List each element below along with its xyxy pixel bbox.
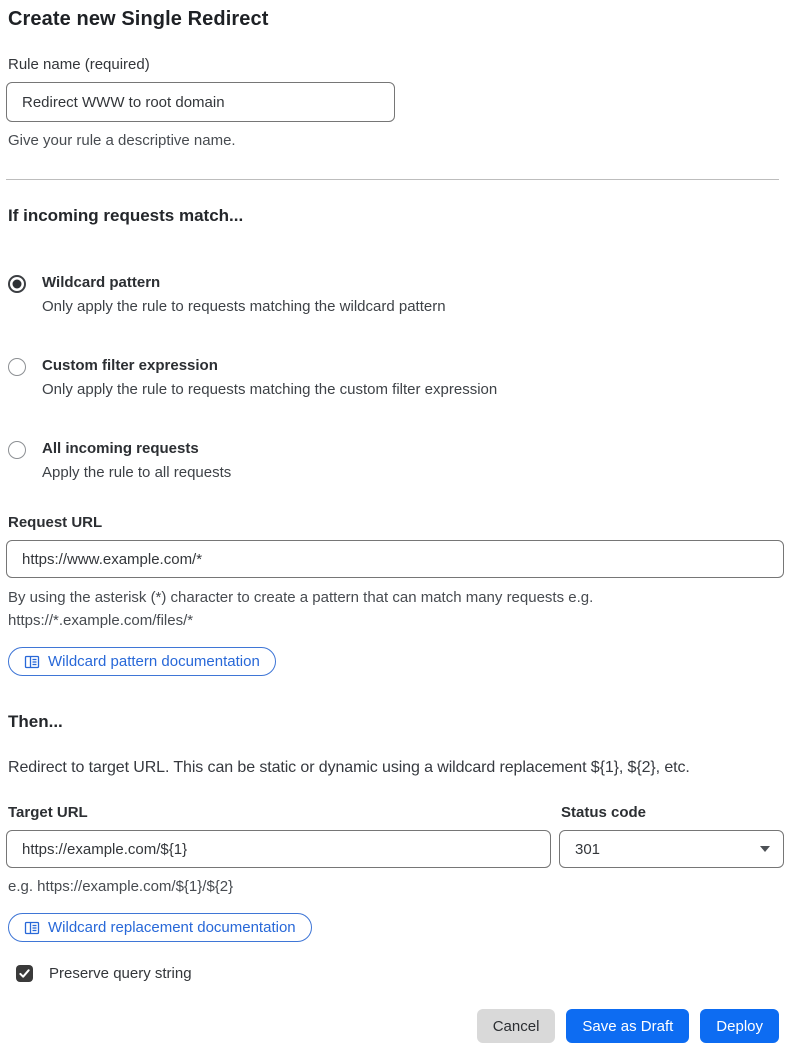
save-as-draft-button[interactable]: Save as Draft (566, 1009, 689, 1043)
radio-option-custom-filter[interactable] (8, 356, 784, 400)
radio-option-label: Custom filter expression (42, 357, 218, 374)
book-icon (24, 654, 40, 670)
section-divider (6, 179, 779, 180)
request-url-label: Request URL (8, 514, 103, 531)
radio-option-description: Only apply the rule to requests matching the custom filter expression (42, 381, 498, 398)
status-code-value: 301 (575, 840, 601, 858)
radio-option-description: Only apply the rule to requests matching the wildcard pattern (42, 298, 446, 315)
radio-option-label: Wildcard pattern (42, 274, 161, 291)
wildcard-pattern-doc-button[interactable] (8, 647, 276, 676)
target-and-status-row (6, 804, 784, 898)
preserve-query-row[interactable] (16, 965, 784, 982)
match-options-group (6, 273, 784, 483)
doc-button-label: Wildcard replacement documentation (48, 919, 296, 936)
rule-name-helper: Give your rule a descriptive name. (8, 132, 236, 149)
radio-option-all-requests[interactable] (8, 439, 784, 483)
wildcard-replacement-doc-button[interactable] (8, 913, 312, 942)
status-code-label: Status code (561, 804, 647, 821)
request-url-helper: By using the asterisk (*) character to create a pattern that can match many requests e.g. https://*.example.com/files/* (8, 589, 594, 629)
book-icon (24, 920, 40, 936)
radio-option-wildcard-pattern[interactable] (8, 273, 784, 317)
radio-button-icon[interactable] (8, 275, 26, 293)
cancel-button[interactable]: Cancel (477, 1009, 556, 1043)
radio-option-description: Apply the rule to all requests (42, 464, 232, 481)
target-url-helper: e.g. https://example.com/${1}/${2} (8, 878, 234, 895)
target-url-input[interactable] (6, 830, 551, 868)
request-url-input[interactable] (6, 540, 784, 578)
then-section-heading: Then... (8, 712, 63, 731)
doc-button-label: Wildcard pattern documentation (48, 653, 260, 670)
rule-name-label: Rule name (required) (8, 56, 150, 73)
page-title: Create new Single Redirect (8, 8, 269, 30)
rule-name-input[interactable] (6, 82, 395, 122)
deploy-button[interactable]: Deploy (700, 1009, 779, 1043)
chevron-down-icon (760, 846, 770, 852)
request-url-section (6, 514, 784, 676)
then-description: Redirect to target URL. This can be static or dynamic using a wildcard replacement ${1}, ${2}, etc. (8, 759, 690, 776)
match-section-heading: If incoming requests match... (8, 206, 244, 225)
radio-button-icon[interactable] (8, 441, 26, 459)
radio-option-label: All incoming requests (42, 440, 199, 457)
status-code-select[interactable] (559, 830, 784, 868)
target-url-label: Target URL (8, 804, 88, 821)
footer-actions (6, 1009, 779, 1043)
checkbox-checked-icon[interactable] (16, 965, 33, 982)
radio-button-icon[interactable] (8, 358, 26, 376)
preserve-query-label: Preserve query string (49, 965, 192, 982)
